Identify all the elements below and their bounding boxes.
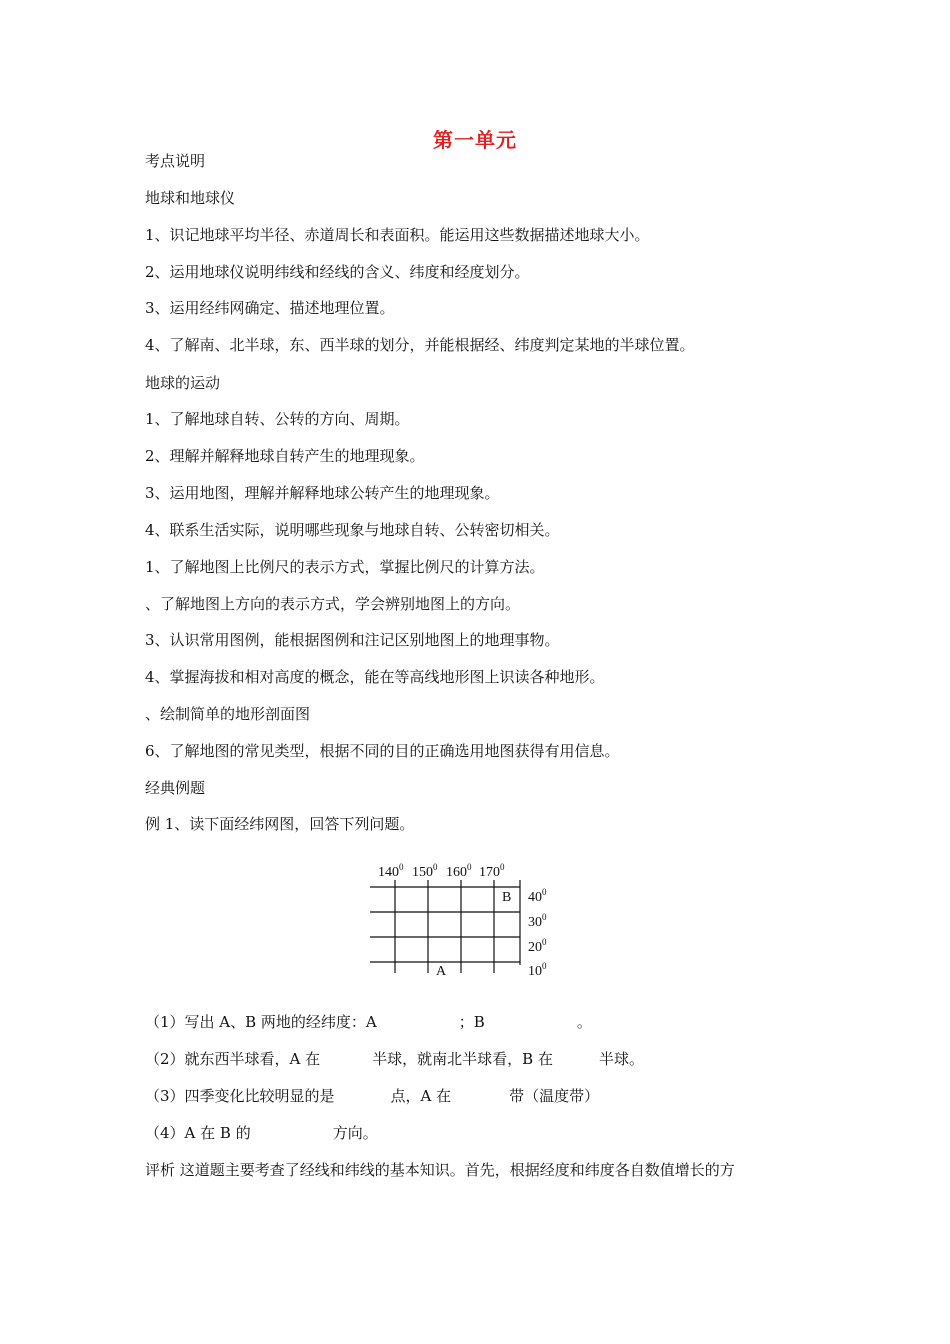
question-text: 。 [576,1013,592,1031]
question-text: 方向。 [332,1124,378,1142]
question-4 [145,1123,378,1143]
list-item: 3、认识常用图例，能根据图例和注记区别地图上的地理事物。 [145,631,560,649]
list-item: 4、联系生活实际，说明哪些现象与地球自转、公转密切相关。 [145,521,560,539]
subsection-heading-earth-globe: 地球和地球仪 [145,189,236,207]
longitude-label: $160^0$ [446,862,472,880]
latitude-label: $40^0$ [528,887,547,905]
question-text: 半球，就南北半球看，B 在 [372,1050,553,1068]
longitude-label: $140^0$ [378,862,404,880]
list-item: 、了解地图上方向的表示方式，学会辨别地图上的方向。 [145,595,521,613]
analysis-paragraph: 评析 这道题主要考查了经线和纬线的基本知识。首先，根据经度和纬度各自数值增长的方 [145,1161,735,1179]
question-3 [145,1086,599,1106]
point-a-label: A [436,964,447,979]
question-text: （4）A 在 B 的 [145,1124,251,1142]
section-heading-examples: 经典例题 [145,779,206,797]
list-item: 6、了解地图的常见类型，根据不同的目的正确选用地图获得有用信息。 [145,742,620,760]
list-item: 4、了解南、北半球，东、西半球的划分，并能根据经、纬度判定某地的半球位置。 [145,336,695,354]
list-item: 1、了解地图上比例尺的表示方式，掌握比例尺的计算方法。 [145,558,545,576]
latitude-label: $10^0$ [528,961,547,979]
latitude-label: $30^0$ [528,912,547,930]
example-prompt: 例 1、读下面经纬网图，回答下列问题。 [145,815,415,833]
list-item: 2、理解并解释地球自转产生的地理现象。 [145,447,425,465]
longitude-label: $170^0$ [479,862,505,880]
question-text: （2）就东西半球看，A 在 [145,1050,321,1068]
latitude-label: $20^0$ [528,937,547,955]
list-item: 1、了解地球自转、公转的方向、周期。 [145,410,410,428]
list-item: 2、运用地球仪说明纬线和经线的含义、纬度和经度划分。 [145,263,530,281]
section-heading-exam-points: 考点说明 [145,152,206,170]
list-item: 、绘制简单的地形剖面图 [145,705,311,723]
question-2 [145,1049,644,1069]
question-1 [145,1012,592,1032]
subsection-heading-earth-motion: 地球的运动 [145,374,221,392]
list-item: 3、运用经纬网确定、描述地理位置。 [145,299,395,317]
list-item: 1、识记地球平均半径、赤道周长和表面积。能运用这些数据描述地球大小。 [145,226,650,244]
list-item: 4、掌握海拔和相对高度的概念，能在等高线地形图上识读各种地形。 [145,668,605,686]
longitude-label: $150^0$ [412,862,438,880]
lat-long-grid-figure [370,858,560,983]
page-title: 第一单元 [433,128,517,152]
list-item: 3、运用地图，理解并解释地球公转产生的地理现象。 [145,484,500,502]
point-b-label: B [502,890,512,905]
question-text: 半球。 [598,1050,644,1068]
question-text: （3）四季变化比较明显的是 [145,1087,335,1105]
question-text: ；B [458,1013,485,1031]
grid-svg [370,858,560,983]
question-text: 点，A 在 [390,1087,452,1105]
question-text: 带（温度带） [509,1087,600,1105]
question-text: （1）写出 A、B 两地的经纬度：A [145,1013,377,1031]
